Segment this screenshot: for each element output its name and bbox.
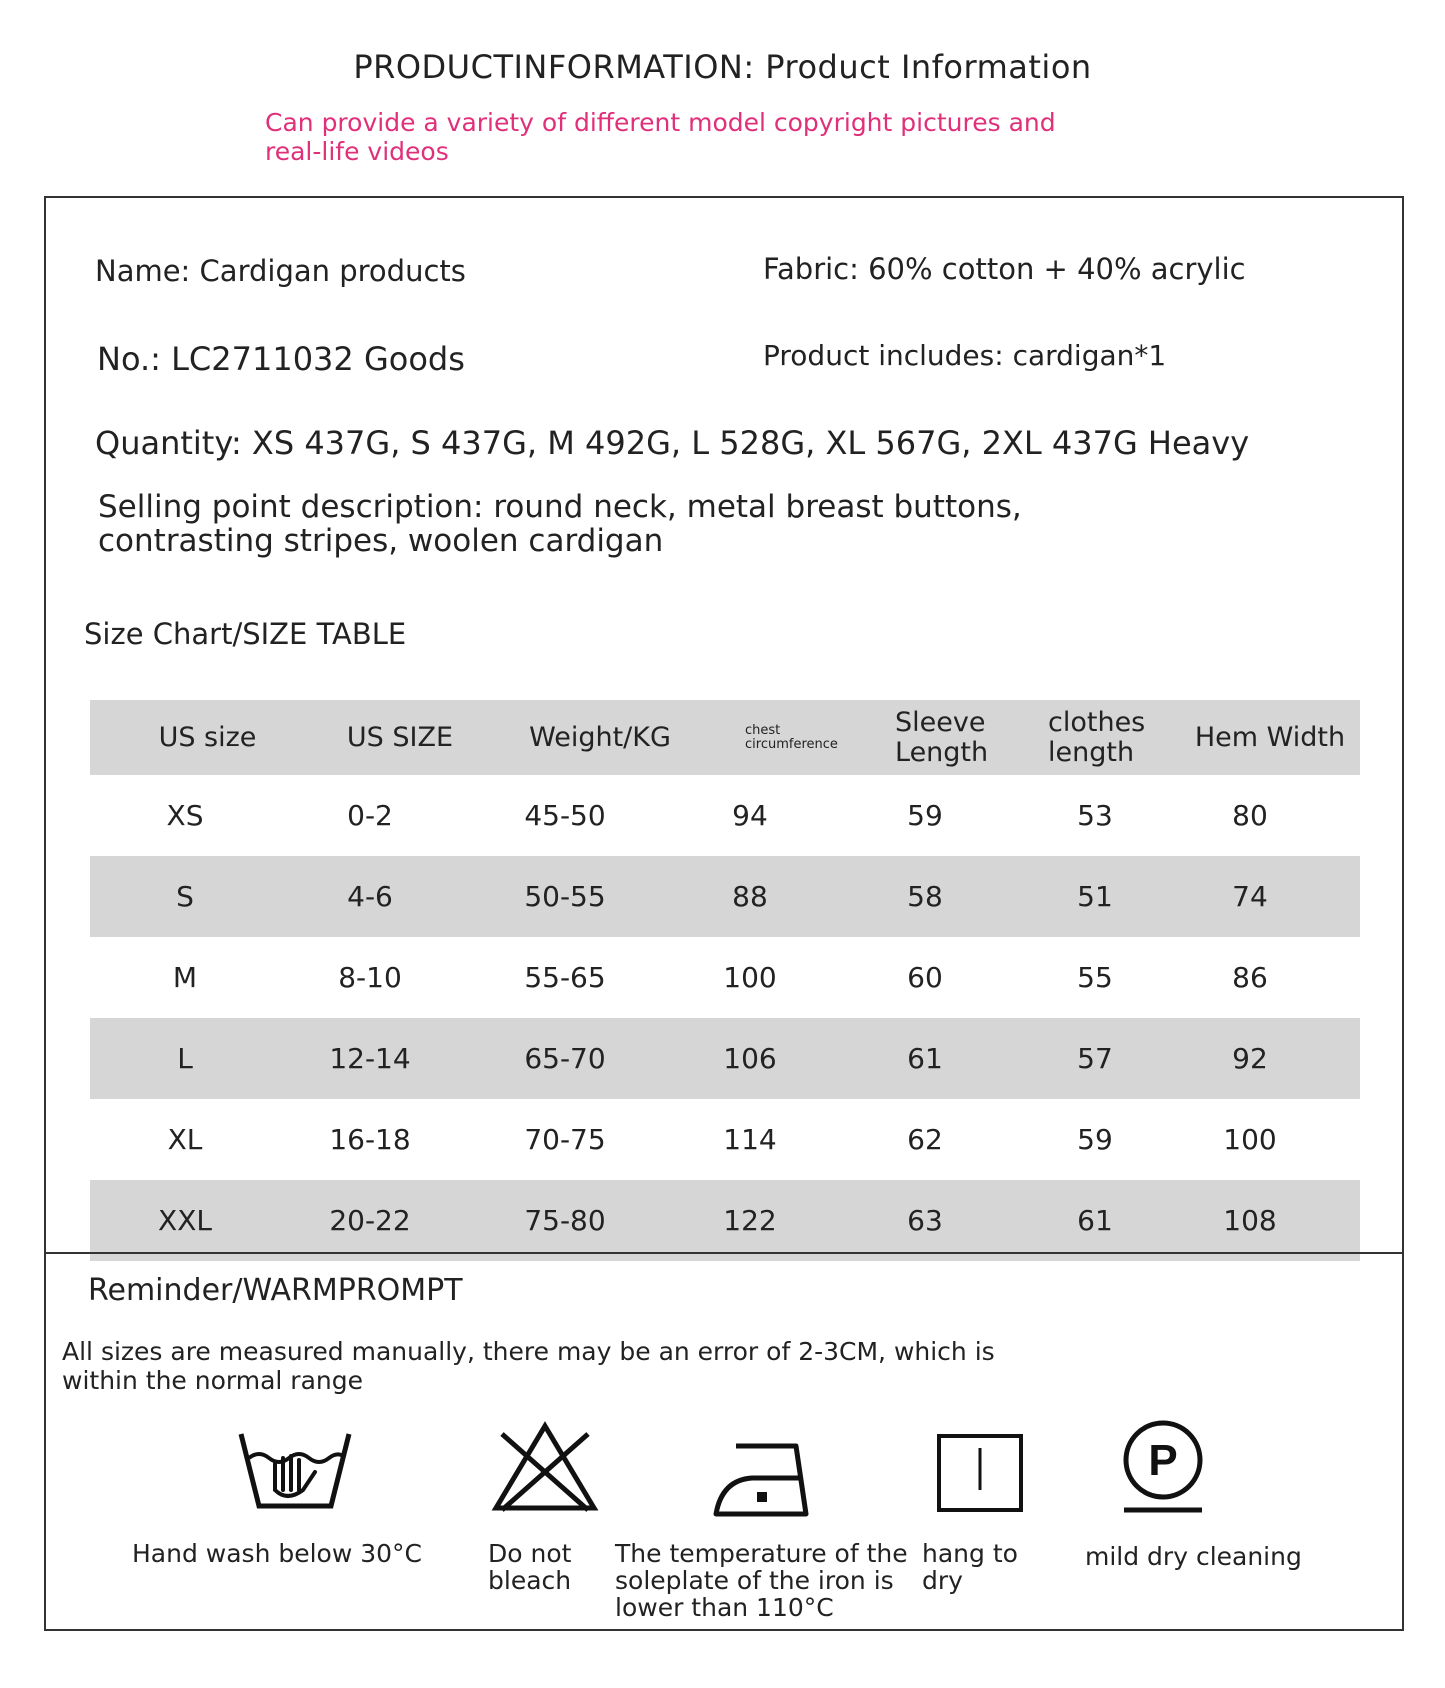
table-row: [90, 856, 1360, 937]
table-header-row: [90, 700, 1360, 775]
hand-wash-icon: [235, 1428, 355, 1518]
no-bleach-icon: [490, 1420, 600, 1515]
selling-point-line-1: Selling point description: round neck, metal breast buttons,: [98, 489, 1022, 525]
cell-us-size: S: [176, 880, 194, 913]
cell-chest: 114: [723, 1123, 777, 1156]
care-label-hang-dry: hang to dry: [922, 1539, 1018, 1595]
reminder-text: All sizes are measured manually, there may be an error of 2-3CM, which is within the normal range: [62, 1337, 995, 1395]
cell-chest: 122: [723, 1204, 777, 1237]
cell-clothes-length: 59: [1077, 1123, 1113, 1156]
cell-hem-width: 86: [1232, 961, 1268, 994]
page-title: PRODUCTINFORMATION: Product Information: [353, 48, 1092, 86]
cell-sleeve-length: 58: [907, 880, 943, 913]
size-table: [90, 700, 1360, 1261]
iron-icon: [712, 1440, 812, 1520]
product-name: Name: Cardigan products: [95, 254, 466, 288]
selling-point: [98, 490, 1022, 558]
selling-point-line-2: contrasting stripes, woolen cardigan: [98, 523, 664, 559]
cell-us-size-numeric: 4-6: [347, 880, 393, 913]
cell-hem-width: 80: [1232, 799, 1268, 832]
care-label-dry-clean: mild dry cleaning: [1085, 1542, 1302, 1571]
cell-chest: 94: [732, 799, 768, 832]
cell-clothes-length: 55: [1077, 961, 1113, 994]
cell-us-size-numeric: 16-18: [329, 1123, 411, 1156]
cell-chest: 88: [732, 880, 768, 913]
cell-hem-width: 108: [1223, 1204, 1277, 1237]
svg-text:P: P: [1148, 1436, 1178, 1485]
cell-weight: 55-65: [524, 961, 606, 994]
header-hem-width: Hem Width: [1194, 721, 1346, 753]
header-weight: Weight/KG: [529, 721, 671, 753]
cell-clothes-length: 57: [1077, 1042, 1113, 1075]
table-row: [90, 1099, 1360, 1180]
table-row: [90, 1018, 1360, 1099]
cell-us-size: XL: [167, 1123, 203, 1156]
table-row: [90, 775, 1360, 856]
cell-clothes-length: 53: [1077, 799, 1113, 832]
cell-hem-width: 92: [1232, 1042, 1268, 1075]
header-chest: chest circumference: [745, 722, 838, 752]
product-includes: Product includes: cardigan*1: [763, 339, 1167, 372]
page-subtitle: Can provide a variety of different model copyright pictures and real-life videos: [265, 108, 1056, 166]
cell-hem-width: 74: [1232, 880, 1268, 913]
product-fabric: Fabric: 60% cotton + 40% acrylic: [763, 252, 1246, 286]
reminder-title: Reminder/WARMPROMPT: [88, 1273, 463, 1308]
cell-sleeve-length: 61: [907, 1042, 943, 1075]
header-sleeve-length: Sleeve Length: [895, 706, 989, 768]
cell-sleeve-length: 62: [907, 1123, 943, 1156]
cell-clothes-length: 61: [1077, 1204, 1113, 1237]
cell-weight: 75-80: [524, 1204, 606, 1237]
product-number: No.: LC2711032 Goods: [97, 340, 465, 378]
cell-us-size-numeric: 20-22: [329, 1204, 411, 1237]
cell-sleeve-length: 63: [907, 1204, 943, 1237]
cell-us-size-numeric: 12-14: [329, 1042, 411, 1075]
cell-us-size-numeric: 0-2: [347, 799, 393, 832]
section-divider: [44, 1252, 1404, 1254]
cell-us-size: XXL: [158, 1204, 212, 1237]
dry-clean-icon: [1118, 1418, 1208, 1518]
cell-chest: 106: [723, 1042, 777, 1075]
cell-weight: 50-55: [524, 880, 606, 913]
cell-weight: 70-75: [524, 1123, 606, 1156]
size-chart-title: Size Chart/SIZE TABLE: [84, 617, 407, 651]
header-us-size: US size: [158, 721, 257, 753]
care-label-no-bleach: Do not bleach: [488, 1539, 572, 1595]
cell-us-size: XS: [166, 799, 204, 832]
cell-sleeve-length: 60: [907, 961, 943, 994]
cell-weight: 65-70: [524, 1042, 606, 1075]
hang-dry-icon: [935, 1432, 1025, 1514]
table-row: [90, 937, 1360, 1018]
cell-sleeve-length: 59: [907, 799, 943, 832]
header-clothes-length: clothes length: [1048, 706, 1146, 768]
cell-chest: 100: [723, 961, 777, 994]
cell-hem-width: 100: [1223, 1123, 1277, 1156]
table-body: [90, 775, 1360, 1261]
table-row: [90, 1180, 1360, 1261]
care-label-hand-wash: Hand wash below 30°C: [132, 1539, 423, 1568]
care-label-iron: The temperature of the soleplate of the iron is lower than 110°C: [615, 1539, 908, 1622]
header-us-size-numeric: US SIZE: [346, 721, 454, 753]
cell-weight: 45-50: [524, 799, 606, 832]
product-quantity: Quantity: XS 437G, S 437G, M 492G, L 528G, XL 567G, 2XL 437G Heavy: [95, 424, 1250, 462]
cell-us-size: L: [177, 1042, 193, 1075]
cell-us-size-numeric: 8-10: [338, 961, 402, 994]
cell-us-size: M: [172, 961, 198, 994]
cell-clothes-length: 51: [1077, 880, 1113, 913]
